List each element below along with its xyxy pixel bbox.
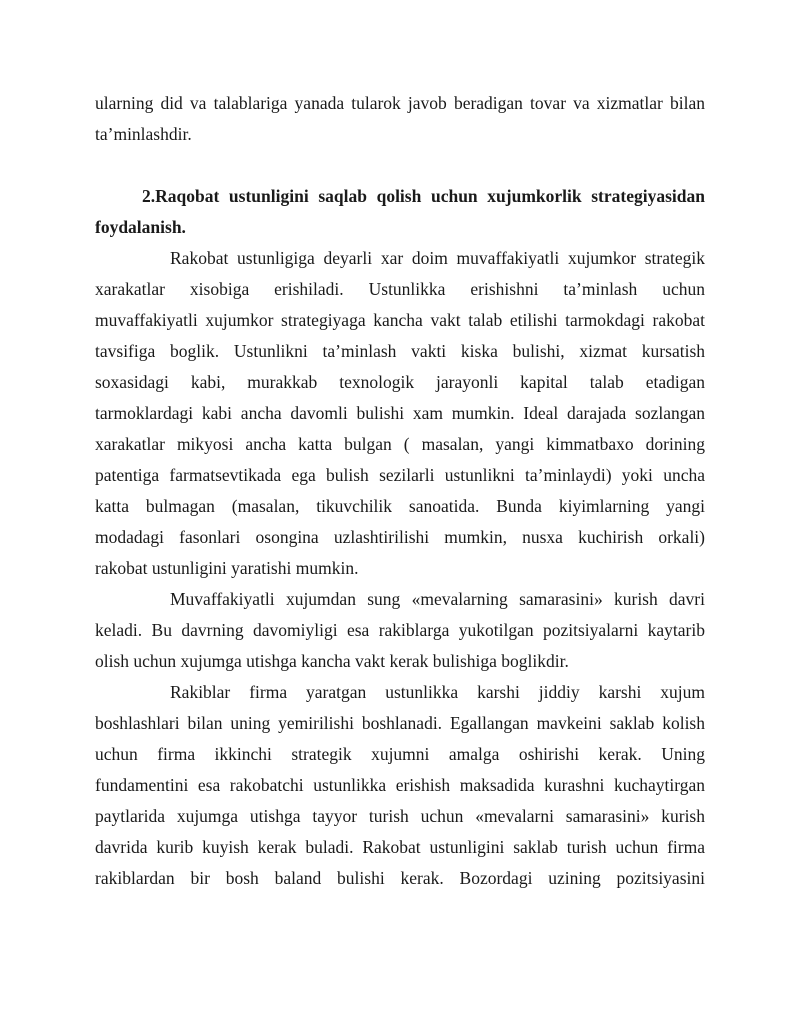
heading-line: 2.Raqobat ustunligini saqlab qolish uchun xujumkorlik strategiyasidan [142, 186, 705, 206]
text-line: patentiga farmatsevtikada ega bulish sezilarli ustunlikni ta’minlaydi) yoki uncha [95, 465, 705, 485]
text-line: tarmoklardagi kabi ancha davomli bulishi xam mumkin. Ideal darajada sozlangan [95, 403, 705, 423]
body-paragraph-2 [95, 584, 705, 677]
section-heading [95, 181, 705, 243]
heading-line: foydalanish. [95, 217, 186, 237]
text-line: modadagi fasonlari osongina uzlashtirilishi mumkin, nusxa kuchirish orkali) [95, 527, 705, 547]
document-page [95, 88, 705, 894]
text-line: fundamentini esa rakobatchi ustunlikka erishish maksadida kurashni kuchaytirgan [95, 775, 705, 795]
text-line: soxasidagi kabi, murakkab texnologik jarayonli kapital talab etadigan [95, 372, 705, 392]
text-line: tavsifiga boglik. Ustunlikni ta’minlash vakti kiska bulishi, xizmat kursatish [95, 341, 705, 361]
text-line: Rakiblar firma yaratgan ustunlikka karshi jiddiy karshi xujum [170, 682, 705, 702]
text-line: keladi. Bu davrning davomiyligi esa rakiblarga yukotilgan pozitsiyalarni kaytarib [95, 620, 705, 640]
text-line: rakiblardan bir bosh baland bulishi kerak. Bozordagi uzining pozitsiyasini [95, 868, 705, 888]
text-line: xarakatlar xisobiga erishiladi. Ustunlikka erishishni ta’minlash uchun [95, 279, 705, 299]
intro-paragraph [95, 88, 705, 150]
text-line: muvaffakiyatli xujumkor strategiyaga kancha vakt talab etilishi tarmokdagi rakobat [95, 310, 705, 330]
text-line: rakobat ustunligini yaratishi mumkin. [95, 558, 359, 578]
text-line: Rakobat ustunligiga deyarli xar doim muvaffakiyatli xujumkor strategik [170, 248, 705, 268]
body-paragraph-1 [95, 243, 705, 584]
text-line: uchun firma ikkinchi strategik xujumni amalga oshirishi kerak. Uning [95, 744, 705, 764]
paragraph-spacer [95, 150, 705, 181]
text-line: boshlashlari bilan uning yemirilishi boshlanadi. Egallangan mavkeini saklab kolish [95, 713, 705, 733]
body-paragraph-3 [95, 677, 705, 894]
text-line: ta’minlashdir. [95, 124, 192, 144]
text-line: paytlarida xujumga utishga tayyor turish uchun «mevalarni samarasini» kurish [95, 806, 705, 826]
text-line: ularning did va talablariga yanada tularok javob beradigan tovar va xizmatlar bilan [95, 93, 705, 113]
text-line: xarakatlar mikyosi ancha katta bulgan ( masalan, yangi kimmatbaxo dorining [95, 434, 705, 454]
text-line: katta bulmagan (masalan, tikuvchilik sanoatida. Bunda kiyimlarning yangi [95, 496, 705, 516]
text-line: olish uchun xujumga utishga kancha vakt kerak bulishiga boglikdir. [95, 651, 569, 671]
text-line: Muvaffakiyatli xujumdan sung «mevalarning samarasini» kurish davri [170, 589, 705, 609]
text-line: davrida kurib kuyish kerak buladi. Rakobat ustunligini saklab turish uchun firma [95, 837, 705, 857]
